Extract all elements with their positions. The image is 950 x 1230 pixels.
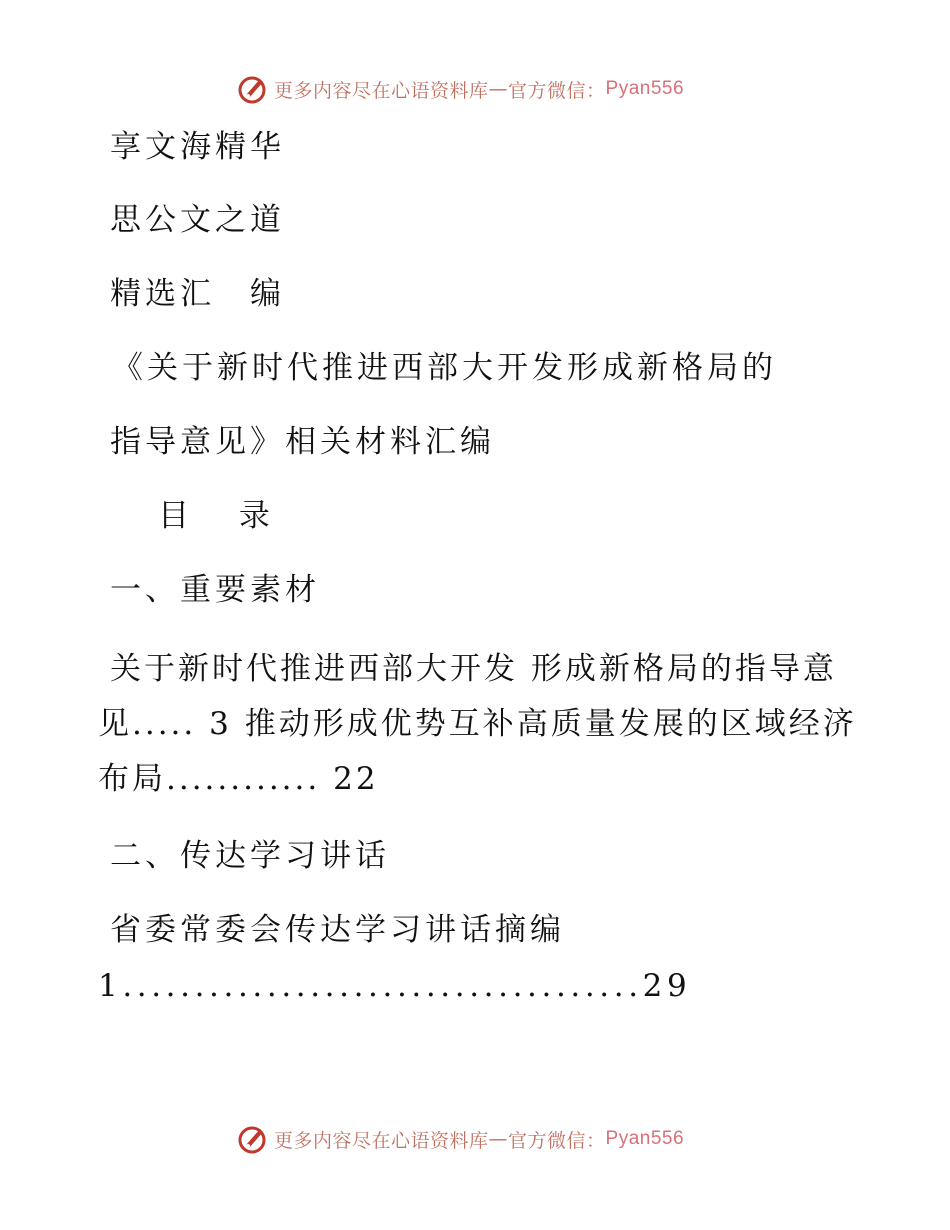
banner-label: 官方微信： bbox=[508, 79, 606, 102]
section-2-toc-item-page: 1....................................29 bbox=[98, 968, 692, 1004]
banner-text: 更多内容尽在心语资料库 bbox=[274, 79, 489, 102]
slogan-line-3: 精选汇 编 bbox=[110, 276, 285, 312]
section-1-toc-entries: 关于新时代推进西部大开发 形成新格局的指导意见..... 3 推动形成优势互补高质量发展的区域经济布局............ 22 bbox=[98, 651, 857, 797]
banner-wechat-id: Pyan556 bbox=[605, 78, 685, 99]
banner-dash: — bbox=[488, 78, 509, 100]
section-heading-1: 一、重要素材 bbox=[110, 572, 320, 608]
banner-label: 官方微信： bbox=[508, 1129, 606, 1152]
slogan-line-1: 享文海精华 bbox=[110, 129, 285, 165]
doc-title-line-1: 《关于新时代推进西部大开发形成新格局的 bbox=[112, 350, 777, 386]
banner-dash: — bbox=[488, 1128, 509, 1150]
banner-text: 更多内容尽在心语资料库 bbox=[274, 1129, 489, 1152]
header-banner bbox=[236, 72, 684, 106]
footer-banner bbox=[236, 1122, 684, 1156]
doc-title-line-2: 指导意见》相关材料汇编 bbox=[110, 424, 495, 460]
banner-wechat-id: Pyan556 bbox=[605, 1128, 685, 1149]
slogan-line-2: 思公文之道 bbox=[110, 202, 285, 238]
pen-circle-logo-icon bbox=[236, 1123, 268, 1155]
section-2-toc-item: 省委常委会传达学习讲话摘编 bbox=[110, 912, 565, 948]
pen-circle-logo-icon bbox=[236, 73, 268, 105]
toc-heading: 目 录 bbox=[158, 498, 290, 534]
section-heading-2: 二、传达学习讲话 bbox=[110, 838, 390, 874]
